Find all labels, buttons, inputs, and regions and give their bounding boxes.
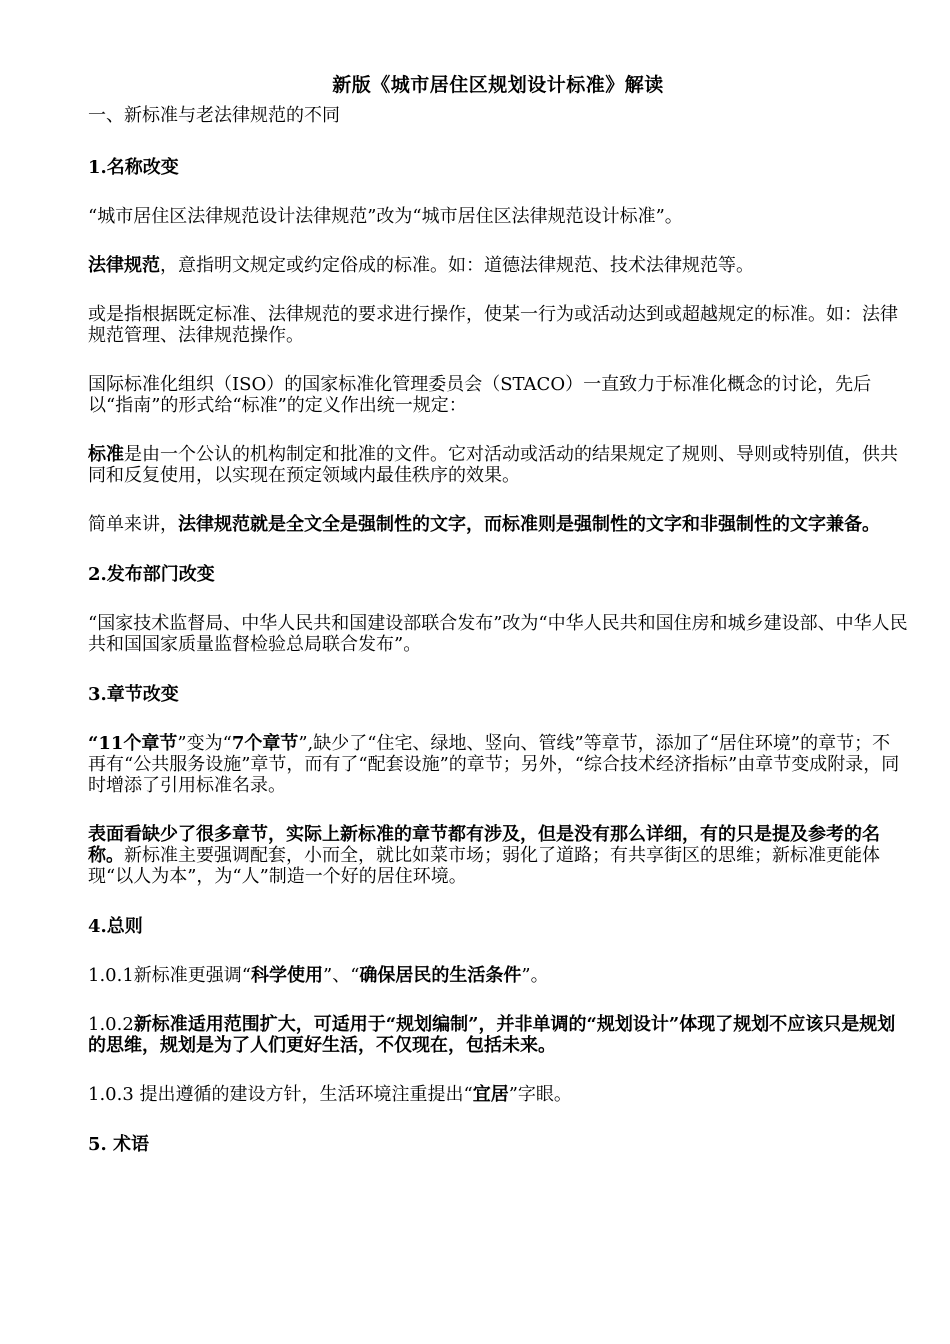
clause-1-0-1-lead: 1.0.1新标准更强调“: [88, 965, 252, 986]
chapters-new-count: 7个章节: [231, 733, 299, 754]
term-standard: 标准: [88, 444, 124, 465]
paragraph-chapters-analysis: [88, 824, 908, 887]
clause-1-0-3-lead: 1.0.3 提出遵循的建设方针，生活环境注重提出“: [88, 1084, 473, 1105]
paragraph-norm-definition: [88, 255, 908, 276]
clause-1-0-3-end: ”字眼。: [508, 1084, 572, 1105]
term-norm: 法律规范: [88, 255, 160, 276]
chapters-old-count: “11个章节: [88, 733, 178, 754]
chapters-text-1: ”变为“: [177, 733, 232, 754]
clause-1-0-2-number: 1.0.2: [88, 1014, 134, 1035]
norm-definition-text: ，意指明文规定或约定俗成的标准。如：道德法律规范、技术法律规范等。: [160, 255, 754, 276]
heading-publisher-change: 2.发布部门改变: [88, 564, 215, 585]
standard-definition-text: 是由一个公认的机构制定和批准的文件。它对活动或活动的结果规定了规则、导则或特别值，供共同和反复使用，以实现在预定领域内最佳秩序的效果。: [88, 444, 898, 486]
clause-1-0-1-end: ”。: [521, 965, 549, 986]
paragraph-rename: “城市居住区法律规范设计法律规范”改为“城市居住区法律规范设计标准”。: [88, 206, 683, 227]
paragraph-standard-definition: [88, 444, 908, 486]
heading-chapter-change: 3.章节改变: [88, 684, 179, 705]
term-scientific-use: 科学使用: [251, 965, 324, 986]
heading-name-change: 1.名称改变: [88, 157, 179, 178]
paragraph-norm-operation: 或是指根据既定标准、法律规范的要求进行操作，使某一行为或活动达到或超越规定的标准。如：法律规范管理、法律规范操作。: [88, 304, 898, 346]
paragraph-iso: 国际标准化组织（ISO）的国家标准化管理委员会（STACO）一直致力于标准化概念的讨论，先后以“指南”的形式给“标准”的定义作出统一规定：: [88, 374, 872, 416]
chapters-text-2: ”,缺少了“住宅、绿地、竖向、管线”等章节，添加了“居住环境”的章节；不再有“公共服务设施”章节，而有了“配套设施”的章节；另外，“综合技术经济指标”由章节变成附录，同时增添了引用标准名录。: [88, 733, 900, 796]
term-living-conditions: 确保居民的生活条件: [359, 965, 522, 986]
clause-1-0-1-sep: ”、“: [323, 965, 360, 986]
paragraph-chapters: [88, 733, 908, 796]
heading-general-provisions: 4.总则: [88, 916, 143, 937]
document-page: [88, 72, 908, 1183]
paragraph-summary: [88, 514, 908, 535]
paragraph-clause-1-0-1: [88, 965, 908, 986]
summary-lead: 简单来讲，: [88, 514, 178, 535]
paragraph-publisher: “国家技术监督局、中华人民共和国建设部联合发布”改为“中华人民共和国住房和城乡建设部、中华人民共和国国家质量监督检验总局联合发布”。: [88, 613, 908, 655]
document-title: 新版《城市居住区规划设计标准》解读: [332, 74, 664, 96]
chapters-analysis-text: 新标准主要强调配套，小而全，就比如菜市场；弱化了道路；有共享街区的思维；新标准更能体现“以人为本”，为“人”制造一个好的居住环境。: [88, 845, 880, 887]
term-livable: 宜居: [472, 1084, 509, 1105]
paragraph-clause-1-0-2: [88, 1014, 908, 1056]
clause-1-0-2-bold: 新标准适用范围扩大，可适用于“规划编制”，并非单调的“规划设计”体现了规划不应该只是规划的思维，规划是为了人们更好生活，不仅现在，包括未来。: [88, 1014, 896, 1056]
heading-terminology: 5. 术语: [88, 1134, 150, 1155]
summary-bold: 法律规范就是全文全是强制性的文字，而标准则是强制性的文字和非强制性的文字兼备。: [178, 514, 880, 535]
section-intro: 一、新标准与老法律规范的不同: [88, 105, 340, 126]
paragraph-clause-1-0-3: [88, 1084, 908, 1105]
chapters-analysis-bold: 表面看缺少了很多章节，实际上新标准的章节都有涉及，但是没有那么详细，有的只是提及参考的名称。: [88, 824, 880, 866]
